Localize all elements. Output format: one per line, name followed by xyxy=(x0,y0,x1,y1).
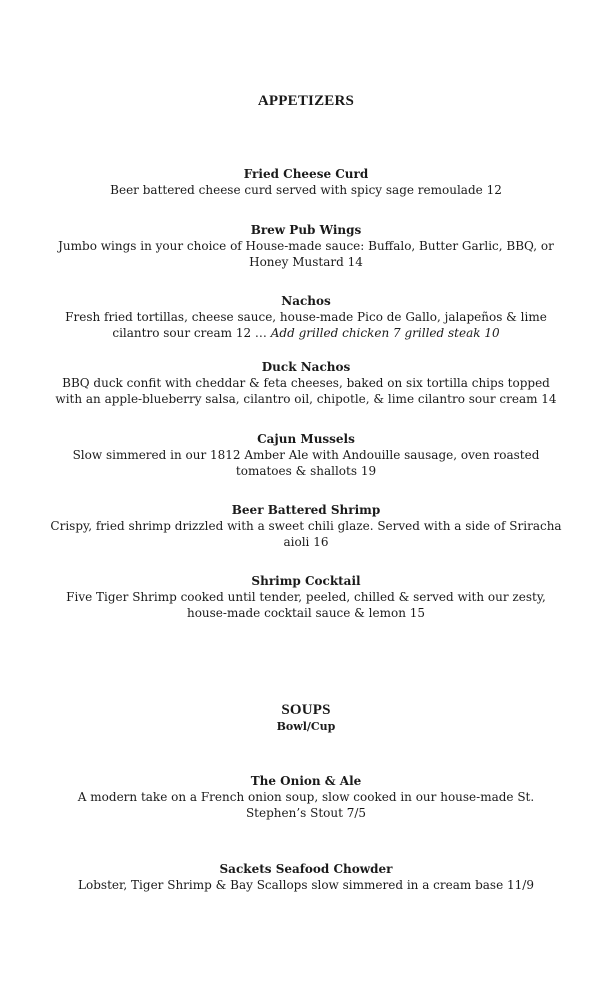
appetizers-header xyxy=(50,93,562,110)
soups-header xyxy=(50,702,562,733)
appetizers-title: APPETIZERS xyxy=(257,93,355,109)
item-description: Five Tiger Shrimp cooked until tender, peeled, chilled & served with our zesty, house-made cocktail sauce & lemon 15 xyxy=(66,590,546,620)
item-name: Cajun Mussels xyxy=(257,432,355,446)
item-description: BBQ duck confit with cheddar & feta cheeses, baked on six tortilla chips topped with an apple-blueberry salsa, cilantro oil, chipotle, & lime cilantro sour cream 14 xyxy=(55,376,557,406)
menu-item-cajun-mussels xyxy=(50,431,562,479)
item-description: Slow simmered in our 1812 Amber Ale with Andouille sausage, oven roasted tomatoes & shallots 19 xyxy=(72,448,540,478)
item-name: Fried Cheese Curd xyxy=(243,167,369,181)
item-name: Sackets Seafood Chowder xyxy=(219,862,393,876)
item-name: Beer Battered Shrimp xyxy=(231,503,381,517)
item-description-text: Fresh fried tortillas, cheese sauce, house-made Pico de Gallo, jalapeños & lime cilantro sour cream 12 … xyxy=(65,310,547,340)
item-name: Shrimp Cocktail xyxy=(251,574,361,588)
item-name: The Onion & Ale xyxy=(250,774,362,788)
menu-item-fried-cheese-curd xyxy=(50,166,562,198)
menu-item-onion-ale xyxy=(50,773,562,821)
soups-title: SOUPS xyxy=(281,702,331,718)
menu-item-seafood-chowder xyxy=(50,861,562,893)
item-description: A modern take on a French onion soup, slow cooked in our house-made St. Stephen’s Stout 7/5 xyxy=(77,790,535,820)
soups-subtitle: Bowl/Cup xyxy=(276,720,336,733)
item-name: Duck Nachos xyxy=(261,360,351,374)
menu-item-beer-battered-shrimp xyxy=(50,502,562,550)
menu-item-nachos xyxy=(50,293,562,341)
menu-item-shrimp-cocktail xyxy=(50,573,562,621)
item-description: Beer battered cheese curd served with spicy sage remoulade 12 xyxy=(110,183,502,197)
item-name: Nachos xyxy=(281,294,331,308)
item-description: Lobster, Tiger Shrimp & Bay Scallops slow simmered in a cream base 11/9 xyxy=(78,878,534,892)
menu-item-duck-nachos xyxy=(50,359,562,407)
item-addon: Add grilled chicken 7 grilled steak 10 xyxy=(270,326,500,340)
item-description: Crispy, fried shrimp drizzled with a sweet chili glaze. Served with a side of Sriracha aioli 16 xyxy=(50,519,562,549)
item-name: Brew Pub Wings xyxy=(250,223,362,237)
menu-item-brew-pub-wings xyxy=(50,222,562,270)
item-description xyxy=(50,309,562,341)
item-description: Jumbo wings in your choice of House-made sauce: Buffalo, Butter Garlic, BBQ, or Honey Mustard 14 xyxy=(58,239,554,269)
